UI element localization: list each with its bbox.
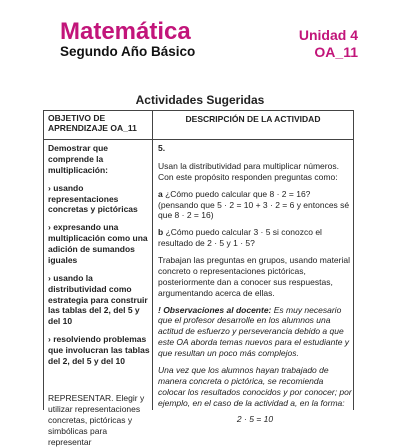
question-b-label: b <box>158 227 164 238</box>
header-row-divider <box>44 139 353 140</box>
objective-column-header: OBJETIVO DE APRENDIZAJE OA_11 <box>48 113 137 134</box>
activities-table <box>43 110 354 447</box>
objective-item: › resolviendo problemas que involucran las tablas del 2, del 5 y del 10 <box>48 334 150 366</box>
question-b <box>158 227 352 249</box>
objective-item: › usando la distributividad como estrategia para construir las tablas del 2, del 5 y del 10 <box>48 272 148 327</box>
objective-intro: Demostrar que comprende la multiplicación: <box>48 143 108 175</box>
question-a-label: a <box>158 188 163 199</box>
question-b-text: ¿Cómo puedo calcular 3 · 5 si conozco el resultado de 2 · 5 y 1 · 5? <box>158 227 322 249</box>
question-a-text: ¿Cómo puedo calcular que 8 · 2 = 16? (pensando que 5 · 2 = 10 + 3 · 2 = 6 y entonces sé que 8 · 2 = 16) <box>158 188 350 221</box>
objective-item: › expresando una multiplicación como una adición de sumandos iguales <box>48 222 148 265</box>
activity-number: 5. <box>158 143 166 153</box>
teacher-observation <box>158 305 352 359</box>
oa-label: OA_11 <box>314 44 358 60</box>
formula: 2 · 5 = 10 <box>236 414 274 425</box>
followup-text: Una vez que los alumnos hayan trabajado de manera concreta o pictórica, se recomienda colocar los resultados conocidos y por conocer; por ejemplo, en el caso de la actividad a, en la forma: <box>158 364 352 408</box>
subject-title: Matemática <box>60 18 191 45</box>
represent-skill: REPRESENTAR. Elegir y utilizar representaciones concretas, pictóricas y simbólicas para representar <box>48 393 145 447</box>
description-column-header: DESCRIPCIÓN DE LA ACTIVIDAD <box>185 114 321 124</box>
activity-cell <box>158 143 352 431</box>
observation-text: Es muy necesario que el profesor desarrolle en los alumnos una actitud de esfuerzo y perseverancia debido a que este OA aborda temas nuevos para el estudiante y que resultan un poco más complejos. <box>158 304 350 358</box>
group-work-text: Trabajan las preguntas en grupos, usando material concreto o representaciones pictóricas, posteriormente dan a conocer sus respuestas, argumentando acerca de ellas. <box>158 255 350 298</box>
activity-intro: Usan la distributividad para multiplicar números. Con este propósito responden preguntas como: <box>158 160 339 182</box>
observation-label: ! Observaciones al docente: <box>158 304 272 315</box>
question-a <box>158 189 352 222</box>
section-title: Actividades Sugeridas <box>135 93 265 107</box>
objective-cell <box>48 143 150 447</box>
column-divider <box>152 111 153 410</box>
grade-label: Segundo Año Básico <box>60 44 196 59</box>
objective-item: › usando representaciones concretas y pictóricas <box>48 182 138 215</box>
unit-label: Unidad 4 <box>298 27 358 43</box>
page-header <box>0 0 400 70</box>
